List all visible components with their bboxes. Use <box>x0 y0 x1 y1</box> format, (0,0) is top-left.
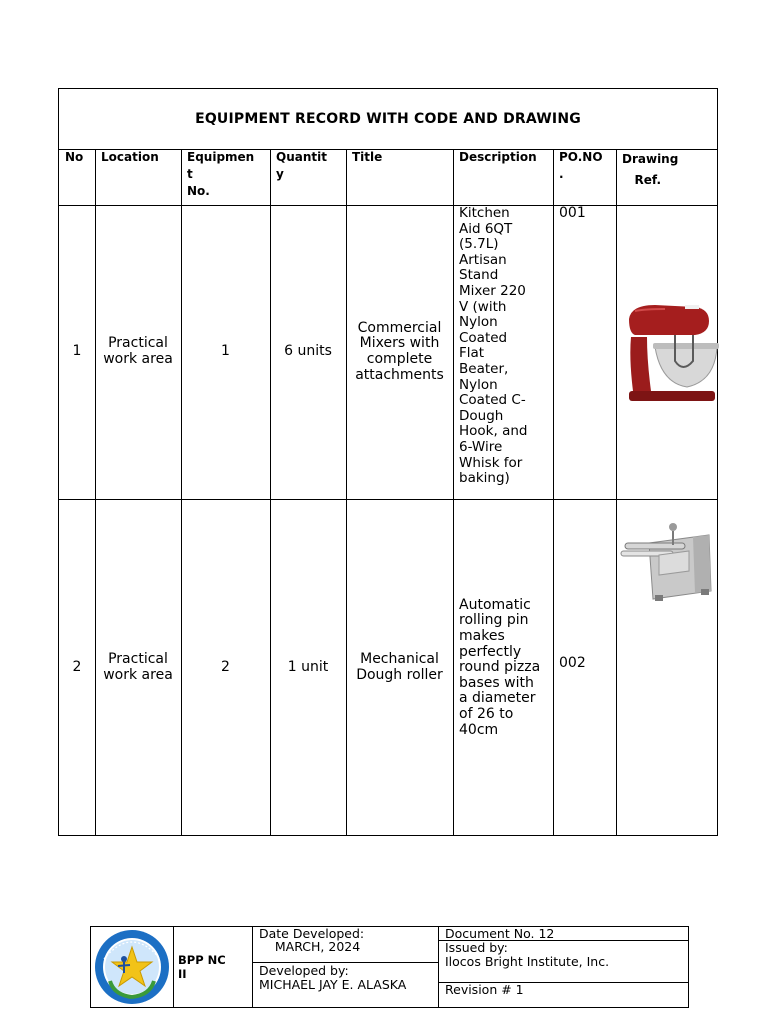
header-location: Location <box>101 150 159 164</box>
header-drawing-ref: Drawing Ref. <box>622 152 679 187</box>
dough-roller-image <box>619 521 715 603</box>
row-description: Kitchen Aid 6QT (5.7L) Artisan Stand Mixer 220 V (with Nylon Coated Flat Beater, Nylon Coated C- Dough Hook, and 6-Wire Whisk for baking) <box>459 205 528 487</box>
column-divider <box>173 927 174 1007</box>
page-title: EQUIPMENT RECORD WITH CODE AND DRAWING <box>195 111 581 127</box>
document-footer <box>90 926 689 1008</box>
row-description: Automatic rolling pin makes perfectly round pizza bases with a diameter of 26 to 40cm <box>459 596 541 738</box>
row-po-no: 001 <box>559 205 586 221</box>
institute-logo <box>94 929 170 1005</box>
document-number: Document No. 12 <box>445 926 555 941</box>
row-equipment-no: 1 <box>221 343 230 360</box>
row-no: 2 <box>72 659 82 676</box>
revision-number: Revision # 1 <box>445 982 524 997</box>
column-divider <box>438 927 439 1007</box>
header-equipment-no: Equipmen t No. <box>187 150 255 198</box>
header-po-no: PO.NO . <box>559 150 603 181</box>
header-description: Description <box>459 150 537 164</box>
header-title: Title <box>352 150 383 164</box>
developed-by-value: MICHAEL JAY E. ALASKA <box>259 977 407 992</box>
stand-mixer-image <box>625 299 719 409</box>
date-developed-value: MARCH, 2024 <box>259 939 361 954</box>
column-divider <box>616 149 617 835</box>
row-location: Practical work area <box>103 651 173 683</box>
row-quantity: 1 unit <box>287 659 329 676</box>
issued-by-label: Issued by: <box>445 940 508 955</box>
row-equipment-no: 2 <box>221 659 230 676</box>
date-developed-label: Date Developed: <box>259 926 365 941</box>
header-quantity: Quantit y <box>276 150 327 181</box>
row-title: Mechanical Dough roller <box>356 651 443 683</box>
header-no: No <box>65 150 84 164</box>
column-divider <box>252 927 253 1007</box>
row-no: 1 <box>72 343 82 360</box>
developed-by-label: Developed by: <box>259 963 349 978</box>
issued-by-value: Ilocos Bright Institute, Inc. <box>445 954 610 969</box>
row-po-no: 002 <box>559 655 586 672</box>
row-title: Commercial Mixers with complete attachments <box>355 319 444 383</box>
qualification-label: BPP NC II <box>178 953 226 981</box>
equipment-record-table <box>58 88 718 836</box>
row-location: Practical work area <box>103 335 173 367</box>
row-quantity: 6 units <box>284 343 332 360</box>
